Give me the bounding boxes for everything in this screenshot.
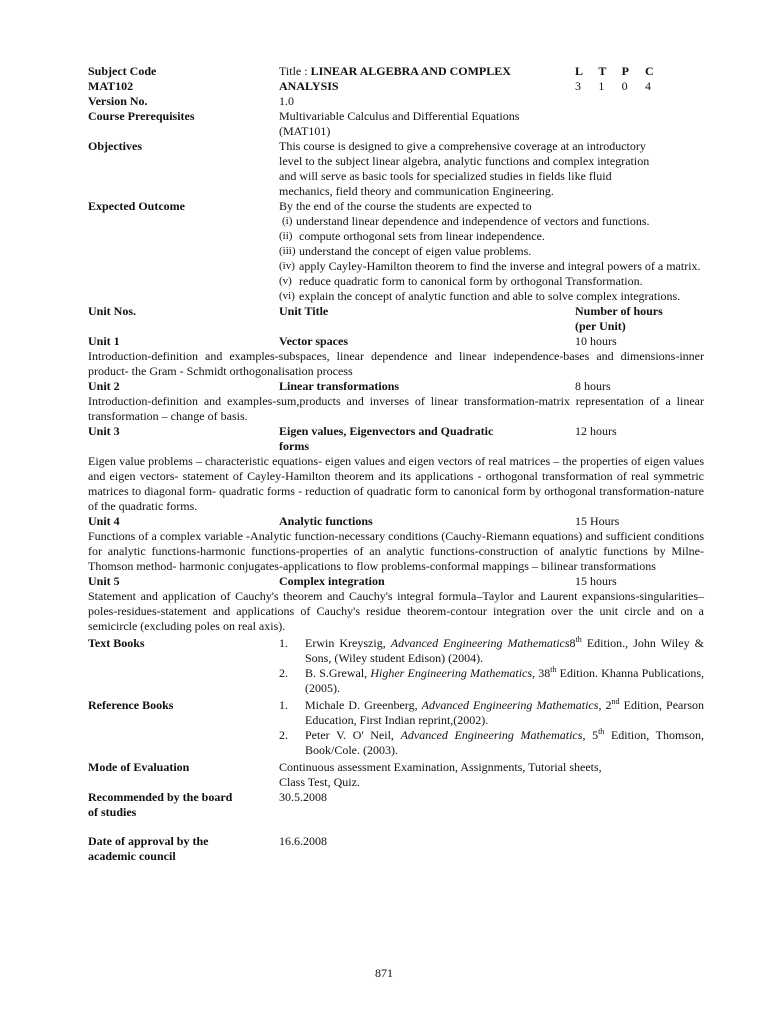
objectives-row (88, 139, 704, 199)
evaluation-row (88, 760, 704, 790)
prereq-value: Multivariable Calculus and Differential Equations (MAT101) (279, 109, 520, 138)
unit-heading: Unit 4 Analytic functions 15 Hours (88, 514, 620, 528)
course-title-line2: ANALYSIS (279, 79, 339, 93)
outcome-intro: By the end of the course the students are expected to (279, 199, 532, 213)
reference-books-list (279, 698, 704, 758)
unit-description: Introduction-definition and examples-sum,products and inverses of linear transformation-matrix representation of a linear transformation – change of basis. (88, 394, 704, 423)
text-books-list (279, 636, 704, 696)
outcome-label: Expected Outcome (88, 199, 185, 213)
objectives-text: This course is designed to give a comprehensive coverage at an introductory level to the subject linear algebra, analytic functions and complex integration and will serve as basic tools for specialized studies in fields like fluid mechanics, field theory and communication Engineering. (279, 139, 650, 198)
unit-heading: Unit 3 Eigen values, Eigenvectors and Quadratic forms 12 hours (88, 424, 617, 453)
reference-books-label: Reference Books (88, 698, 174, 712)
board-row (88, 790, 704, 820)
text-books-label: Text Books (88, 636, 145, 650)
unit-description: Functions of a complex variable -Analytic function-necessary conditions (Cauchy-Riemann equations) and sufficient conditions for analytic functions-harmonic functions-properties of an analytic functions-construction of analytic functions by Milne-Thomson method- harmonic conjugates-applications to flow problems-conformal mappings – bilinear transformations (88, 529, 704, 573)
unit-heading: Unit 5 Complex integration 15 hours (88, 574, 617, 588)
list-item: 1. Erwin Kreyszig, Advanced Engineering Mathematics8th Edition., John Wiley & Sons, (Wiley student Edison) (2004). (279, 635, 704, 665)
page-number: 871 (375, 966, 393, 980)
subject-code: MAT102 (88, 79, 134, 93)
outcome-list (279, 214, 704, 304)
subject-code-row (88, 64, 704, 79)
evaluation-value: Continuous assessment Examination, Assignments, Tutorial sheets, Class Test, Quiz. (279, 760, 602, 789)
reference-books-row (88, 698, 704, 758)
units-col-no: Unit Nos. (88, 304, 137, 318)
version-value: 1.0 (279, 94, 294, 108)
list-item: 1. Michale D. Greenberg, Advanced Engineering Mathematics, 2nd Edition, Pearson Education, First Indian reprint,(2002). (279, 697, 705, 727)
unit-heading: Unit 1 Vector spaces 10 hours (88, 334, 617, 348)
council-label: Date of approval by the academic council (88, 834, 209, 863)
outcome-content (279, 199, 704, 304)
subject-code-label: Subject Code (88, 64, 157, 78)
version-label: Version No. (88, 94, 148, 108)
list-item: (iii) understand the concept of eigen value problems. (279, 244, 532, 258)
list-item: (i) understand linear dependence and independence of vectors and functions. (282, 214, 650, 228)
list-item: (iv) apply Cayley-Hamilton theorem to find the inverse and integral powers of a matrix. (279, 259, 701, 273)
unit-description: Introduction-definition and examples-subspaces, linear dependence and linear independence-bases and dimensions-inner product- the Gram - Schmidt orthogonalisation process (88, 349, 704, 378)
outcome-row (88, 199, 704, 304)
prereq-row (88, 109, 704, 139)
list-item: (vi) explain the concept of analytic function and able to solve complex integrations. (279, 289, 681, 303)
ltpc-values: 3 1 0 4 (575, 79, 651, 93)
prereq-label: Course Prerequisites (88, 109, 195, 123)
units-col-hours: Number of hours (per Unit) (575, 304, 663, 333)
objectives-label: Objectives (88, 139, 142, 153)
text-books-row (88, 636, 704, 696)
board-date: 30.5.2008 (279, 790, 327, 804)
list-item: 2. Peter V. O' Neil, Advanced Engineering Mathematics, 5th Edition, Thomson, Book/Cole. (2003). (279, 727, 705, 757)
council-date: 16.6.2008 (279, 834, 327, 848)
board-label: Recommended by the board of studies (88, 790, 233, 819)
subject-code-value-row (88, 79, 704, 94)
unit-description: Statement and application of Cauchy's theorem and Cauchy's integral formula–Taylor and Laurent expansions-singularities– poles-residues-statement and applications of Cauchy's residue theorem-contour integration over the unit circle and on a semicircle (excluding poles on real axis). (88, 589, 704, 633)
unit-description: Eigen value problems – characteristic equations- eigen values and eigen vectors of real matrices – the properties of eigen values and eigen vectors- statement of Cayley-Hamilton theorem and its applications - orthogonal transformation of real symmetric matrices to diagonal form- quadratic forms - reduction of quadratic form to canonical form by orthogonal transformation-nature of the quadratic forms. (88, 454, 704, 513)
version-row (88, 94, 704, 109)
evaluation-label: Mode of Evaluation (88, 760, 190, 774)
unit-heading: Unit 2 Linear transformations 8 hours (88, 379, 611, 393)
ltpc-header: L T P C (575, 64, 654, 78)
list-item: 2. B. S.Grewal, Higher Engineering Mathematics, 38th Edition. Khanna Publications,(2005). (279, 665, 704, 695)
list-item: (ii) compute orthogonal sets from linear independence. (279, 229, 545, 243)
syllabus-page (88, 64, 704, 864)
list-item: (v) reduce quadratic form to canonical form by orthogonal Transformation. (279, 274, 643, 288)
council-row (88, 834, 704, 864)
course-title: Title : LINEAR ALGEBRA AND COMPLEX (279, 64, 511, 78)
units-table-header (88, 304, 704, 334)
units-col-title: Unit Title (279, 304, 329, 318)
course-title-line1: LINEAR ALGEBRA AND COMPLEX (310, 64, 511, 78)
